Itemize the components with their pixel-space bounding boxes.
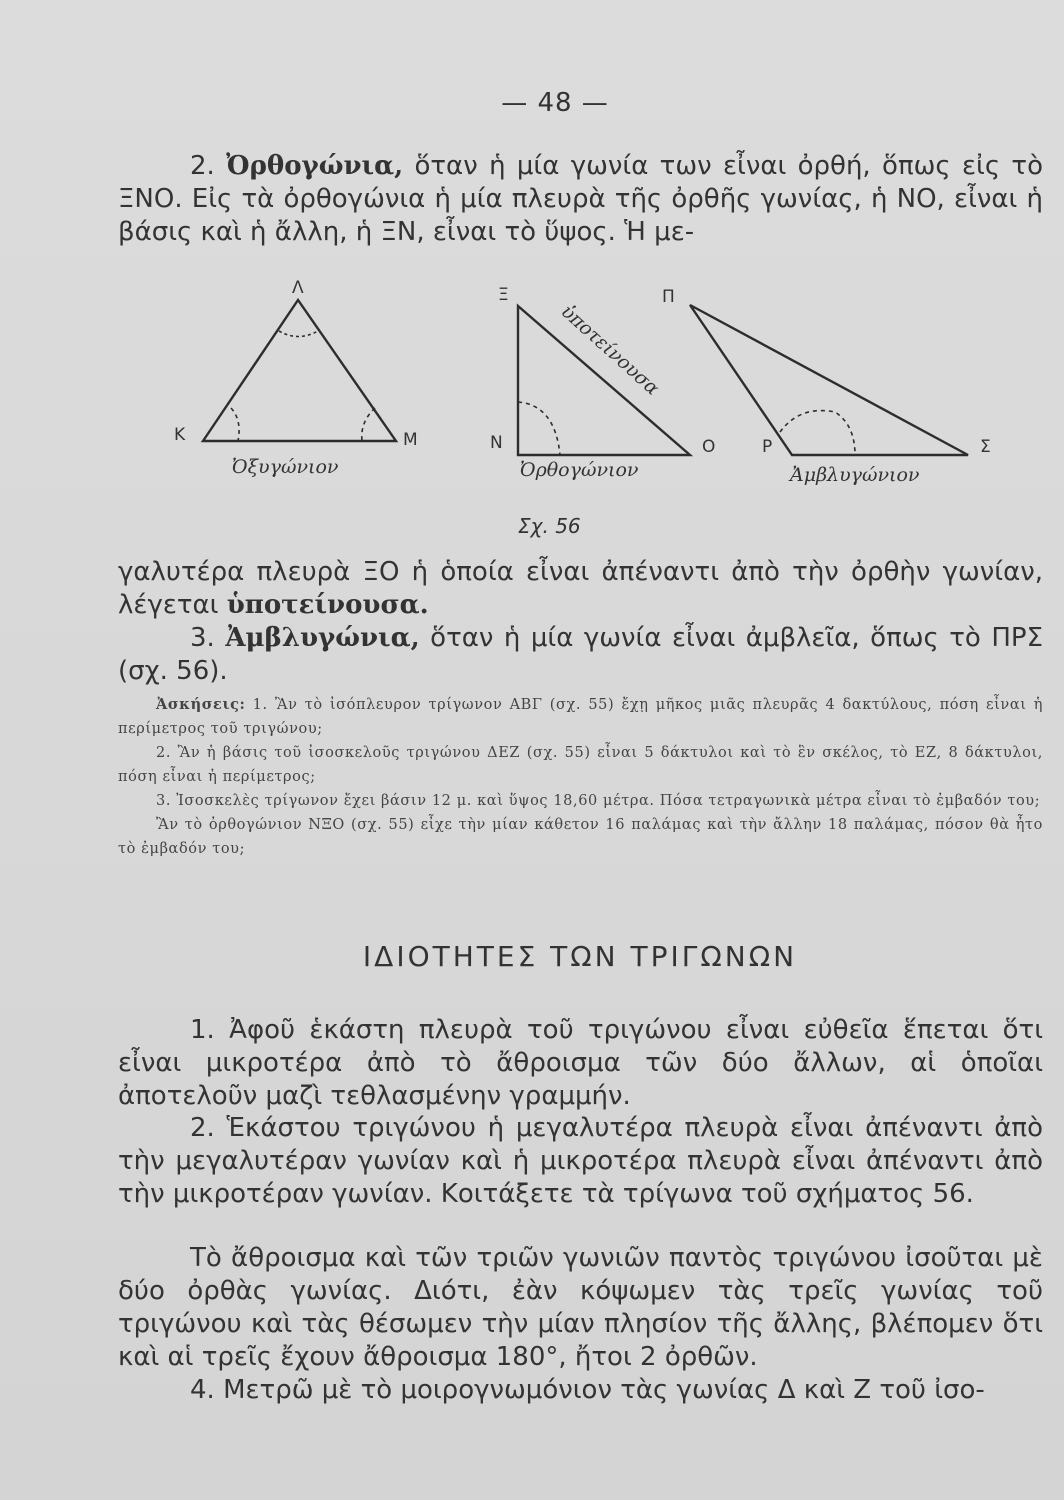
vertex-label: Ν — [490, 433, 503, 453]
vertex-label: Μ — [403, 430, 418, 450]
vertex-label: Ξ — [498, 285, 509, 305]
vertex-label: Κ — [174, 425, 186, 445]
item-number: 2. — [190, 151, 227, 181]
right-triangle — [518, 306, 690, 455]
vertex-label: Σ — [980, 437, 991, 457]
section-title: ΙΔΙΟΤΗΤΕΣ ΤΩΝ ΤΡΙΓΩΝΩΝ — [362, 940, 798, 973]
hypotenuse-label: ὑποτείνουσα — [556, 300, 664, 400]
exercises-lead: Ἀσκήσεις: — [156, 696, 246, 713]
acute-triangle — [203, 300, 396, 441]
acute-label: Ὀξυγώνιον — [232, 456, 339, 478]
vertex-label: Λ — [292, 278, 304, 298]
property-2: 2. Ἑκάστου τριγώνου ἡ μεγαλυτέρα πλευρὰ εἶναι ἀπέναντι ἀπὸ τὴν μεγαλυτέραν γωνίαν καὶ ἡ μικροτέρα πλευρὰ εἶναι ἀπέναντι ἀπὸ τὴν μικροτέραν γωνίαν. Κοιτάξετε τὰ τρίγωνα τοῦ σχήματος 56. — [118, 1113, 1043, 1209]
right-label: Ὀρθογώνιον — [520, 459, 639, 481]
paragraph-text: ὅταν ἡ μία γωνία των εἶναι ὀρθή, ὅπως εἰς τὸ ΞΝΟ. Εἰς τὰ ὀρθογώνια ἡ μία πλευρὰ τῆς ὀρθῆς γωνίας, ἡ ΝΟ, εἶναι ἡ βάσις καὶ ἡ ἄλλη, ἡ ΞΝ, εἶναι τὸ ὕψος. Ἡ με- — [118, 151, 1043, 247]
term-obtuse-triangles: Ἀμβλυγώνια, — [225, 623, 420, 653]
exercise-3: 3. Ἰσοσκελὲς τρίγωνον ἔχει βάσιν 12 μ. καὶ ὕψος 18,60 μέτρα. Πόσα τετραγωνικὰ μέτρα εἶναι τὸ ἐμβαδόν του; — [156, 793, 1041, 809]
property-1: 1. Ἀφοῦ ἑκάστη πλευρὰ τοῦ τριγώνου εἶναι εὐθεῖα ἕπεται ὅτι εἶναι μικροτέρα ἀπὸ τὸ ἄθροισμα τῶν δύο ἄλλων, αἱ ὁποῖαι ἀποτελοῦν μαζὶ τεθλασμένην γραμμήν. — [118, 1015, 1043, 1111]
term-right-triangles: Ὀρθογώνια, — [226, 151, 404, 181]
item-number: 3. — [190, 623, 226, 653]
property-3: Τὸ ἄθροισμα καὶ τῶν τριῶν γωνιῶν παντὸς τριγώνου ἰσοῦται μὲ δύο ὀρθὰς γωνίας. Διότι, ἐὰν κόψωμεν τὰς τρεῖς γωνίας τοῦ τριγώνου καὶ τὰς θέσωμεν τὴν μίαν πλησίον τῆς ἄλλης, βλέπομεν ὅτι καὶ αἱ τρεῖς ἔχουν ἄθροισμα 180°, ἤτοι 2 ὀρθῶν. — [118, 1243, 1043, 1372]
paragraph-text: ὅταν ἡ μία γωνία εἶναι ἀμβλεῖα, ὅπως τὸ ΠΡΣ (σχ. 56). — [118, 623, 1043, 686]
exercises-block — [118, 693, 1043, 861]
paragraph-text: γαλυτέρα πλευρὰ ΞΟ ἡ ὁποία εἶναι ἀπέναντι ἀπὸ τὴν ὀρθὴν γωνίαν, λέγεται — [118, 557, 1043, 620]
exercise-2: 2. Ἂν ἡ βάσις τοῦ ἰσοσκελοῦς τριγώνου ΔΕΖ (σχ. 55) εἶναι 5 δάκτυλοι καὶ τὸ ἓν σκέλος, τὸ ΕΖ, 8 δάκτυλοι, πόση εἶναι ἡ περίμετρος; — [118, 745, 1043, 785]
obtuse-label: Ἀμβλυγώνιον — [790, 464, 920, 486]
vertex-label: Ο — [702, 437, 716, 457]
term-hypotenuse: ὑποτείνουσα. — [226, 590, 429, 620]
vertex-label: Π — [662, 287, 675, 307]
exercise-text: 1. Ἂν τὸ ἰσόπλευρον τρίγωνον ΑΒΓ (σχ. 55) ἔχῃ μῆκος μιᾶς πλευρᾶς 4 δακτύλους, πόση εἶναι ἡ περίμετρος τοῦ τριγώνου; — [118, 697, 1043, 737]
paragraph-hypotenuse — [118, 556, 1043, 622]
figure-caption: Σχ. 56 — [518, 514, 581, 538]
exercise-1 — [118, 693, 1043, 741]
exercise-4: Ἂν τὸ ὀρθογώνιον ΝΞΟ (σχ. 55) εἶχε τὴν μίαν κάθετον 16 παλάμας καὶ τὴν ἄλλην 18 παλάμας, πόσον θὰ ἦτο τὸ ἐμβαδόν του; — [118, 817, 1043, 857]
obtuse-triangle — [690, 305, 968, 455]
page-number: — 48 — — [501, 88, 609, 118]
property-4: 4. Μετρῶ μὲ τὸ μοιρογνωμόνιον τὰς γωνίας Δ καὶ Ζ τοῦ ἰσο- — [190, 1375, 985, 1405]
paragraph-obtuse-triangles — [118, 622, 1043, 688]
vertex-label: Ρ — [762, 437, 773, 457]
